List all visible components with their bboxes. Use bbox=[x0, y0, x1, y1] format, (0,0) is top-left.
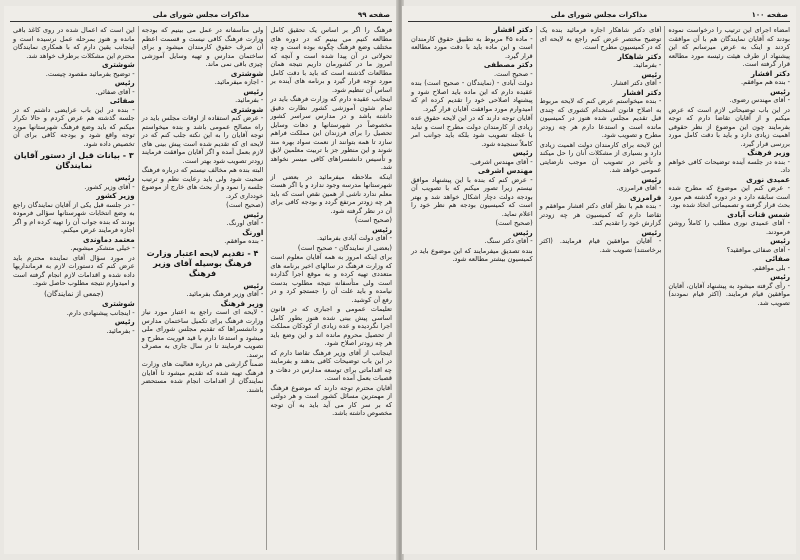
text-column bbox=[536, 26, 662, 550]
paragraph: - آقای صفائی. bbox=[95, 87, 135, 96]
paragraph: - لایحه ای است راجع به اعتبار مورد نیاز وزارت فرهنگ برای تکمیل ساختمان مدارس و دانشسراها که تقدیم مجلس شورای ملی میشود و استدعا دارم با قید فوریت مطرح و تصویب فرمایند تا در سال جاری به مصرف برسد. bbox=[141, 308, 264, 359]
paragraph: - بنده هم موافقم. bbox=[740, 78, 790, 86]
speaker-name: صفائی bbox=[765, 254, 790, 263]
left-page-columns bbox=[10, 26, 392, 550]
paragraph: - آقای وزیر کشور. bbox=[84, 182, 135, 191]
paragraph: - توضیح بفرمائید مقصود چیست. bbox=[45, 69, 135, 78]
speaker-name: رئیس bbox=[770, 236, 790, 245]
left-page bbox=[4, 6, 398, 554]
speaker-name: رئیس bbox=[243, 280, 264, 290]
speaker-name: رئیس bbox=[512, 227, 533, 237]
paragraph: آقایان محترم توجه دارند که موضوع فرهنگ از مهمترین مسائل کشور است و هر دولتی که بر سر کار می آید باید به آن توجه مخصوص داشته باشد. bbox=[270, 383, 392, 417]
paragraph: - آقای اورنگ. bbox=[226, 219, 264, 227]
paragraph: - بفرمائید. bbox=[106, 326, 135, 335]
paragraph: - بنده در این باب عرایضی داشتم که در جلسه گذشته هم عرض کردم و حالا تکرار میکنم که باید وضع فرهنگ شهرستانها مورد توجه واقع شود و بودجه کافی برای آن تخصیص داده شود. bbox=[12, 105, 135, 148]
speaker-name: مهندس اشرفی bbox=[477, 166, 533, 175]
paragraph: - آقای مهندس رضوی. bbox=[729, 96, 790, 104]
paragraph: این است که اعمال شده در روی کاغذ باقی مانده و هنوز بمرحله عمل نرسیده است و اینجانب یقین دارم که با همکاری نمایندگان محترم این مشکلات برطرف خواهد شد. bbox=[12, 26, 135, 60]
paragraph: - صحیح است. bbox=[494, 69, 533, 78]
speaker-name: اورنگ bbox=[242, 227, 264, 237]
paragraph: اینجانب از آقای وزیر فرهنگ تقاضا دارم که در این باب توضیحات کافی بدهند و بفرمایند چه اقداماتی برای توسعه مدارس در دهات و قصبات بعمل آمده است. bbox=[270, 348, 392, 382]
paragraph: - عرض کنم استفاده از اوقات مجلس باید در راه مصالح عمومی باشد و بنده میخواستم توجه آقایان را به این نکته جلب کنم که در لایحه ای که تقدیم شده است پیش بینی های لازم بعمل آمده و اگر آقایان موافقت فرمایند زودتر تصویب شود بهتر است. bbox=[141, 114, 264, 165]
paragraph: - آقای دکتر افشار. bbox=[610, 79, 662, 87]
paragraph: (بعضی از نمایندگان - صحیح است) bbox=[297, 243, 392, 252]
speaker-name: رئیس bbox=[372, 224, 392, 234]
speaker-name: صفائی bbox=[109, 96, 135, 105]
paragraph: - بنده موافقم. bbox=[224, 237, 264, 245]
right-page-columns bbox=[408, 26, 790, 550]
paragraph: دولت آبادی - (نمایندگان - صحیح است) بنده عقیده دارم که این ماده باید اصلاح شود و پیشنهاد اصلاحی خود را تقدیم کرده ام که امیدوارم مورد موافقت آقایان قرار گیرد. bbox=[410, 79, 533, 113]
speaker-name: شوشتری bbox=[102, 60, 135, 69]
speaker-name: رئیس bbox=[243, 209, 264, 219]
paragraph: - خیلی متشکر میشویم. bbox=[70, 244, 135, 252]
paragraph: بنده تصدیق میفرمایند که این موضوع باید در کمیسیون بیشتر مطالعه شود. bbox=[410, 246, 533, 263]
paragraph: (صحیح است) bbox=[354, 216, 392, 224]
paragraph: - رأی گرفته میشود به پیشنهاد آقایان، آقایان موافقین قیام فرمایند. (اکثر قیام نمودند) تصویب شد. bbox=[668, 281, 790, 307]
speaker-name: رئیس bbox=[114, 78, 135, 87]
paragraph: اینجانب عقیده دارم که وزارت فرهنگ باید در تمام شئون آموزشی کشور نظارت دقیق داشته باشد و در مدارس سراسر کشور مخصوصاً در شهرستانها و دهات وسایل تحصیل را برای فرزندان این مملکت فراهم سازد تا همه بتوانند از نعمت سواد بهره مند شوند و این منظور جز با تربیت معلمین لایق و تأسیس دانشسراهای کافی میسر نخواهد شد. bbox=[270, 95, 392, 171]
left-page-running-title: مذاکرات مجلس شورای ملی bbox=[152, 11, 250, 19]
paragraph: برای اینکه امروز به همه آقایان معلوم است که وزارت فرهنگ در سالهای اخیر برنامه های متعددی تهیه کرده و به موقع اجرا گذارده است ولی متأسفانه نتیجه مطلوب بدست نیامده و باید علت آن را جستجو کرد و در رفع آن کوشید. bbox=[270, 253, 392, 304]
paragraph: - عرض کنم این موضوع که مطرح شده است سابقه دارد و در دوره گذشته هم مورد بحث قرار گرفته و تصمیماتی اتخاذ شده بود. bbox=[668, 184, 790, 209]
paragraph: اینکه ملاحظه میفرمائید در بعضی از شهرستانها مدرسه وجود ندارد و یا اگر هست معلم ندارد ناشی از همین نقص است که باید هر چه زودتر مرتفع گردد و بودجه کافی برای آن در نظر گرفته شود. bbox=[270, 172, 392, 215]
section-heading: ۴ - تقدیم لایحه اعتبار وزارت فرهنگ بوسیله آقای وزیر فرهنگ bbox=[146, 248, 259, 278]
speaker-name: دکتر افشار bbox=[493, 26, 533, 34]
paragraph: - آقای صفائی موافقید؟ bbox=[726, 245, 790, 254]
section-heading: ۳ - بیانات قبل از دستور آقایان نمایندگان bbox=[13, 151, 134, 170]
speaker-name: معتمد دماوندی bbox=[82, 234, 135, 244]
paragraph: این لایحه برای کارمندان دولت اهمیت زیادی دارد و بسیاری از مشکلات آنان را حل میکند و تأخیر در تصویب آن موجب نارضایتی عمومی خواهد شد. bbox=[539, 140, 662, 174]
speaker-name: رئیس bbox=[641, 227, 662, 237]
paragraph: - اجازه میفرمائید. bbox=[214, 78, 264, 86]
paragraph: - آقایان موافقین قیام فرمایند. (اکثر برخاستند) تصویب شد. bbox=[539, 237, 662, 254]
paragraph: ضمناً گزارشی هم درباره فعالیت های وزارت فرهنگ تهیه شده که تقدیم میشود تا آقایان نمایندگان از اقدامات انجام شده مستحضر باشند. bbox=[141, 360, 264, 394]
text-column bbox=[266, 26, 392, 550]
speaker-name: رئیس bbox=[641, 69, 662, 79]
paragraph: - در جلسه قبل یکی از آقایان نمایندگان راجع به وضع انتخابات شهرستانها سؤالی فرموده بودند که بنده جواب آن را تهیه کرده ام و اگر اجازه فرمایند عرض میکنم. bbox=[12, 200, 135, 234]
paragraph: - آقای وزیر فرهنگ بفرمائید. bbox=[186, 290, 264, 298]
speaker-name: وزیر فرهنگ bbox=[747, 148, 790, 157]
paragraph: - آقای دولت آبادی بفرمائید. bbox=[316, 234, 392, 242]
paragraph: (صحیح است) bbox=[495, 219, 533, 227]
left-page-number: صفحه ۹۹ bbox=[357, 11, 390, 19]
paragraph: (صحیح است) bbox=[226, 201, 264, 209]
speaker-name: رئیس bbox=[641, 174, 662, 184]
paragraph: امضاء اجرای این ترتیب را درخواست نموده بودند که آقایان نمایندگان هم با آن موافقت کردند و اینک به عرض میرسانم که این پیشنهاد از طرف هیئت رئیسه مورد مطالعه قرار گرفته است. bbox=[668, 26, 790, 68]
speaker-name: دکتر شاهکار bbox=[617, 51, 662, 61]
paragraph: - آقای فرامرزی. bbox=[616, 184, 662, 192]
paragraph: - بلی موافقم. bbox=[752, 263, 790, 272]
paragraph: آقای دکتر شاهکار اجازه فرمائید بنده یک توضیح مختصر عرض کنم راجع به لایحه ای که در کمیسیون مطرح است. bbox=[539, 26, 662, 51]
paragraph: - بنده میخواستم عرض کنم که لایحه مربوط به اصلاح قانون استخدام کشوری که چندی قبل تقدیم مجلس شده هنوز در کمیسیون مانده است و استدعا دارم هر چه زودتر مطرح و تصویب شود. bbox=[539, 97, 662, 139]
paragraph: فرهنگ را اگر بر اساس یک تحقیق کامل مطالعه کنیم می بینیم که در دوره های مختلف وضع فرهنگ چگونه بوده است و چه تحولاتی در آن پیدا شده است و آنچه که امروز ما در کشورمان داریم نتیجه همان مطالعات گذشته است که باید با دقت کامل مورد توجه قرار گیرد و برنامه های آینده بر اساس آن تنظیم شود. bbox=[270, 26, 392, 94]
speaker-name: وزیر کشور bbox=[96, 191, 135, 200]
speaker-name: فرامرزی bbox=[630, 192, 662, 202]
paragraph: - بنده در جلسه آینده توضیحات کافی خواهم داد. bbox=[668, 157, 790, 174]
right-page-running-title: مذاکرات مجلس شورای ملی bbox=[550, 11, 648, 19]
text-column bbox=[138, 26, 264, 550]
speaker-name: شوشتری bbox=[102, 299, 135, 308]
paragraph: - اینجانب پیشنهادی دارم. bbox=[66, 308, 135, 317]
speaker-name: شوشتری bbox=[230, 104, 264, 114]
text-column bbox=[10, 26, 135, 550]
paragraph: - آقای عمیدی نوری مطلب را کاملاً روشن فرمودند. bbox=[668, 219, 790, 236]
right-page bbox=[402, 6, 796, 554]
paragraph: ولی متأسفانه در عمل می بینیم که بودجه وزارت فرهنگ کافی نیست و قسمت اعظم آن صرف حقوق کارمندان میشود و برای ساختمان مدارس و تهیه وسایل آموزشی چیزی باقی نمی ماند. bbox=[141, 26, 264, 68]
speaker-name: شوشتری bbox=[230, 68, 264, 78]
paragraph: در مورد سؤال آقای نماینده محترم باید عرض کنم که دستورات لازم به فرمانداریها داده شده و اقدامات لازم انجام گرفته است و امیدوارم نتیجه مطلوب حاصل شود. bbox=[12, 253, 135, 287]
speaker-name: رئیس bbox=[770, 86, 790, 96]
speaker-name: دکتر مصطفی bbox=[483, 60, 533, 69]
paragraph: - بفرمائید. bbox=[235, 96, 264, 104]
speaker-name: دکتر افشار bbox=[750, 68, 790, 78]
text-column bbox=[664, 26, 790, 550]
paragraph: - ماده ۴۵ مربوط به تطبیق حقوق کارمندان است و این ماده باید با دقت مورد مطالعه قرار گیرد. bbox=[410, 34, 533, 60]
right-page-number: صفحه ۱۰۰ bbox=[751, 11, 788, 19]
speaker-name: رئیس bbox=[243, 86, 264, 96]
paragraph: - بنده هم با نظر آقای دکتر افشار موافقم و تقاضا دارم که کمیسیون هر چه زودتر گزارش خود را تقدیم کند. bbox=[539, 202, 662, 227]
paragraph: - بفرمائید. bbox=[633, 61, 662, 69]
speaker-name: رئیس bbox=[770, 272, 790, 281]
speaker-name: وزیر فرهنگ bbox=[220, 298, 264, 308]
speaker-name: رئیس bbox=[114, 173, 135, 182]
left-page-header bbox=[10, 9, 392, 22]
paragraph: - آقای مهندس اشرفی. bbox=[470, 157, 533, 166]
speaker-name: دکتر افشار bbox=[622, 87, 662, 97]
remark-line: (جمعی از نمایندگان) bbox=[44, 289, 104, 298]
speaker-name: شمس قنات آبادی bbox=[727, 209, 790, 219]
right-page-header bbox=[408, 9, 790, 22]
paragraph: در این باب توضیحاتی لازم است که عرض میکنم و از آقایان تقاضا دارم که توجه بفرمایند چون این موضوع از نظر حقوقی اهمیت زیادی دارد و باید با دقت کامل مورد بررسی قرار گیرد. bbox=[668, 105, 790, 148]
paragraph: - عرض کنم که بنده با این پیشنهاد موافق نیستم زیرا تصور میکنم که با تصویب آن بودجه دولت دچار اشکال خواهد شد و بهتر است که کمیسیون بودجه هم نظر خود را اعلام نماید. bbox=[410, 175, 533, 218]
text-column bbox=[408, 26, 533, 550]
paragraph: تعلیمات عمومی و اجباری که در قانون اساسی پیش بینی شده هنوز بطور کامل اجرا نگردیده و عده زیادی از کودکان مملکت از تحصیل محروم مانده اند و این وضع باید هر چه زودتر اصلاح شود. bbox=[270, 305, 392, 347]
speaker-name: رئیس bbox=[114, 317, 135, 326]
paragraph: البته بنده هم مخالف نیستم که درباره فرهنگ صحبت شود ولی باید رعایت نظم و ترتیب جلسه را نمود و از بحث های خارج از موضوع خودداری کرد. bbox=[141, 166, 264, 200]
speaker-name: عمیدی نوری bbox=[746, 174, 790, 184]
paragraph: - آقای دکتر سنگ. bbox=[484, 237, 533, 245]
speaker-name: رئیس bbox=[512, 148, 533, 157]
paragraph: آقایان توجه دارند که در این لایحه حقوق عده زیادی از کارمندان دولت مطرح است و نباید با عجله تصویب شود بلکه باید جوانب امر کاملاً سنجیده شود. bbox=[410, 114, 533, 148]
